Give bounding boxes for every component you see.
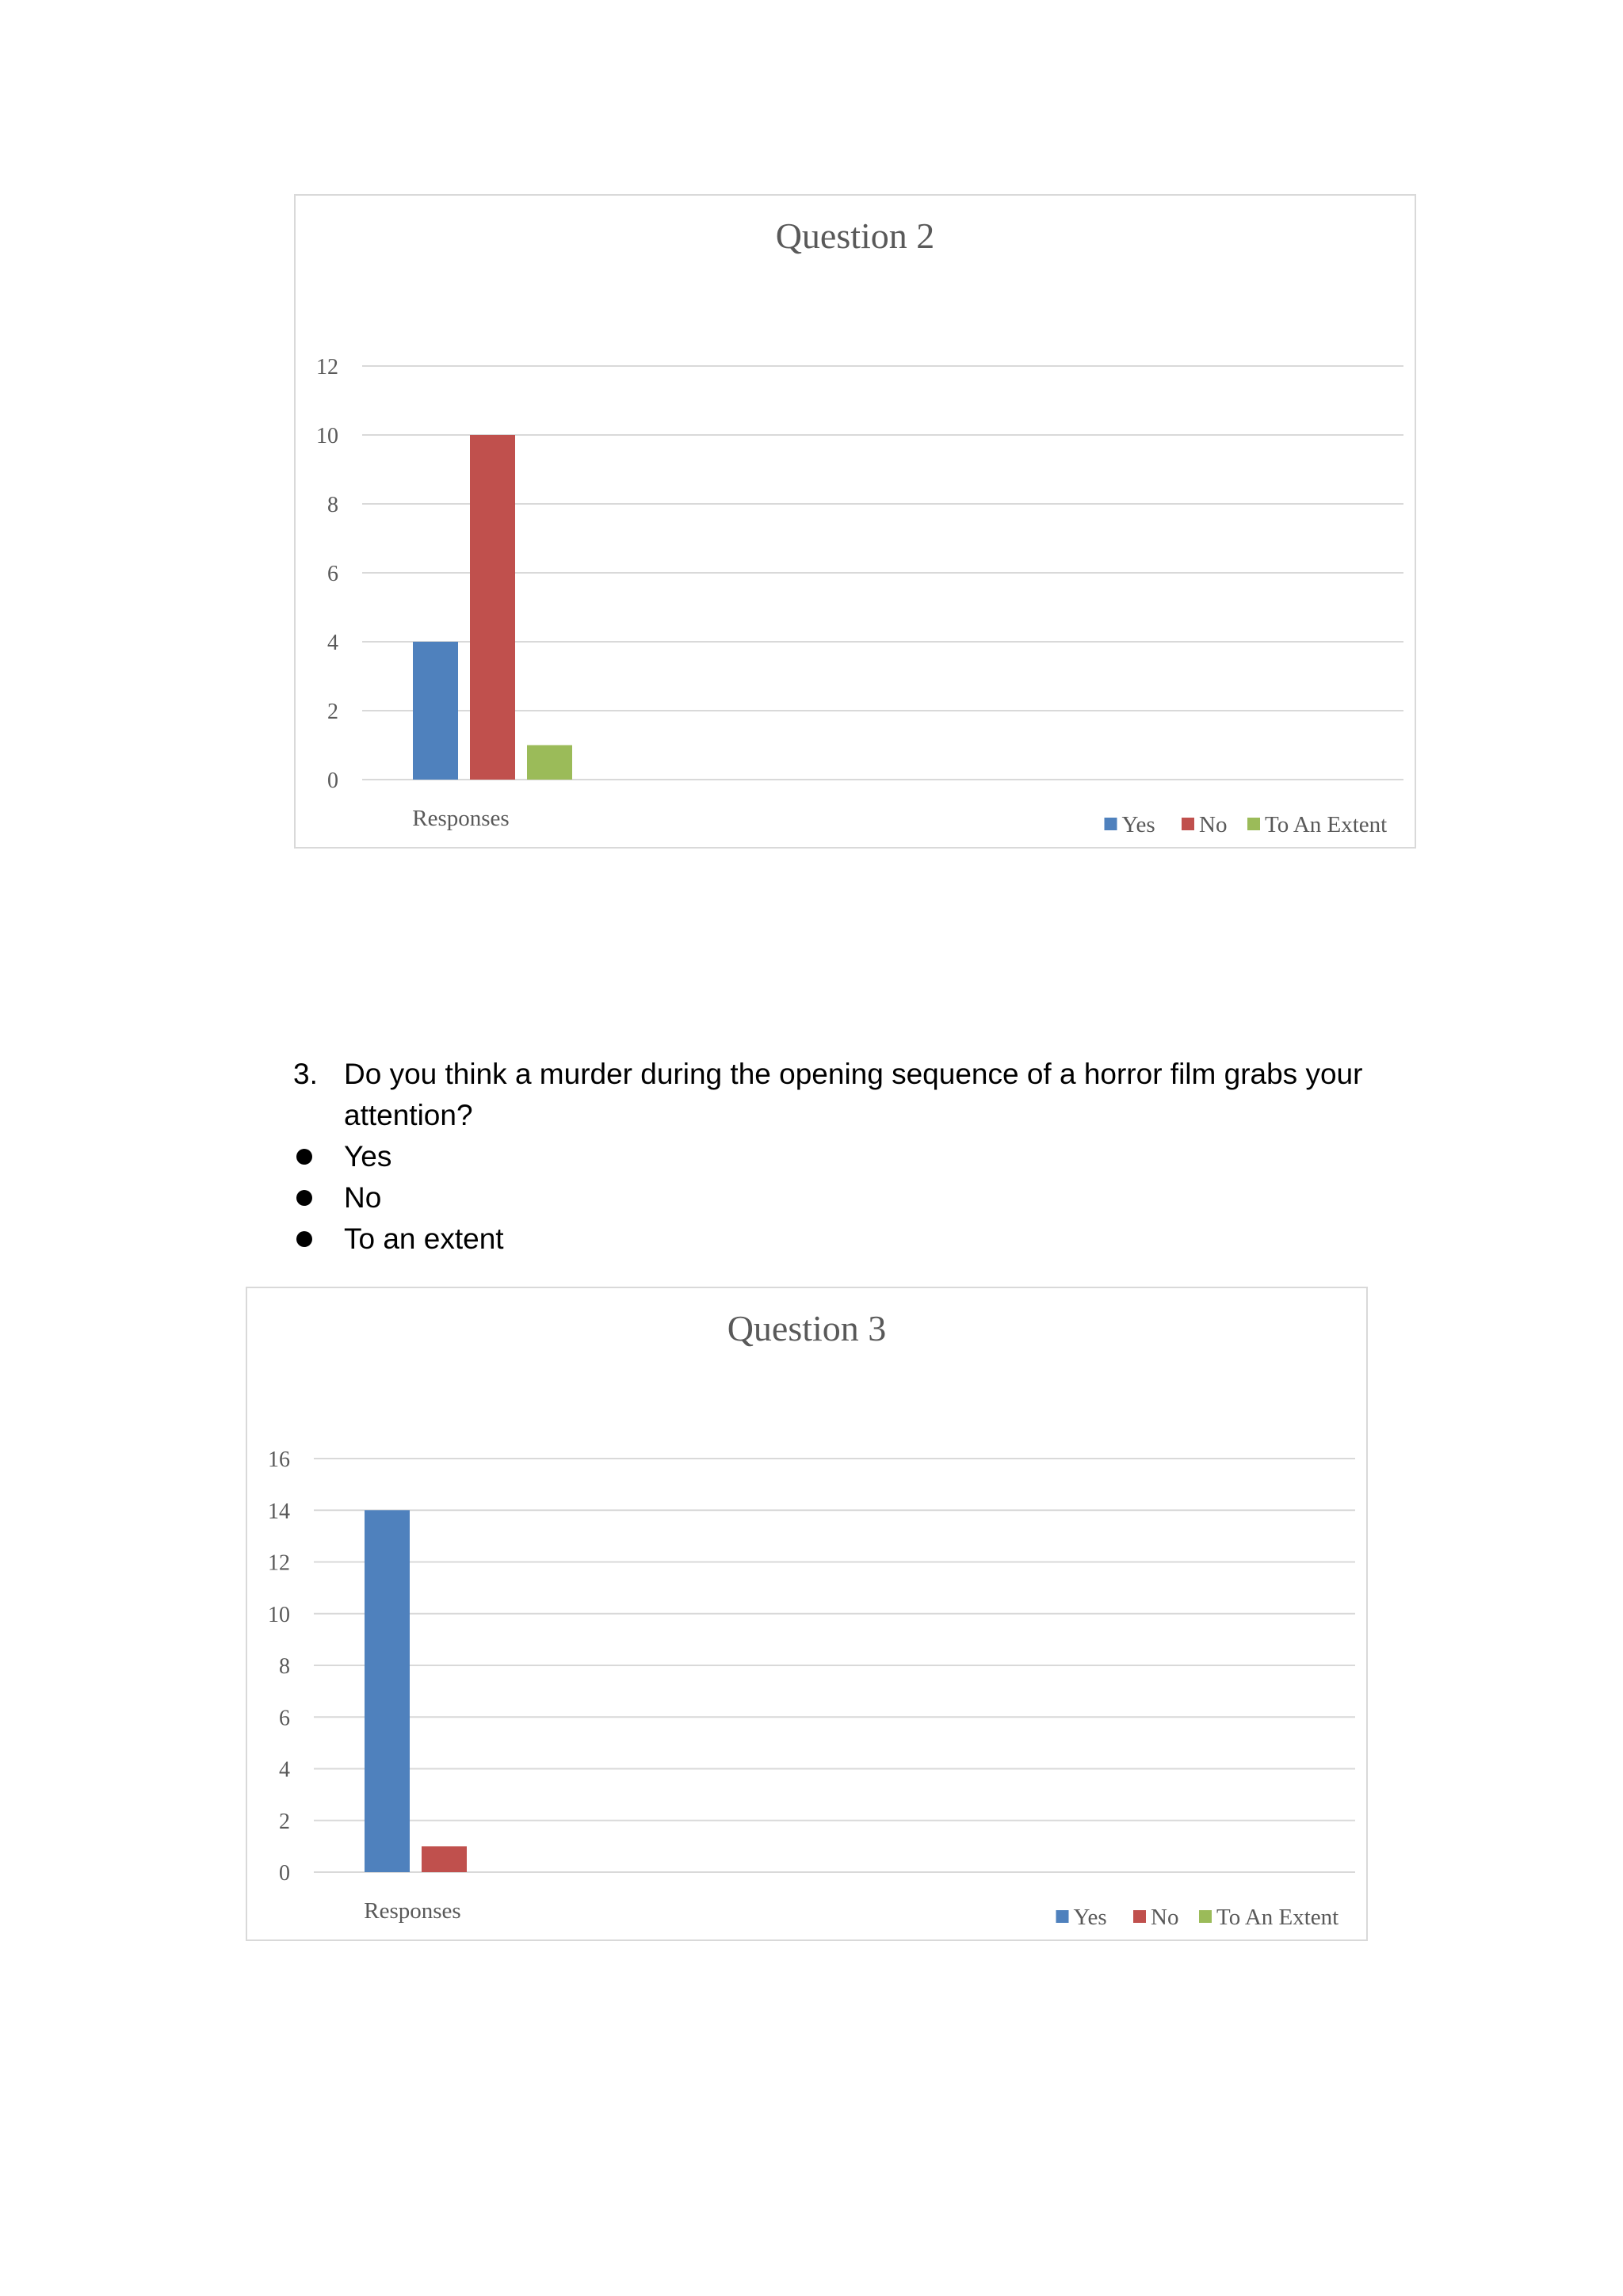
y-tick-label: 10: [316, 424, 338, 448]
x-category-label: Responses: [412, 806, 510, 831]
y-tick-label: 0: [327, 769, 338, 793]
bar-yes: [365, 1510, 410, 1872]
y-tick-label: 12: [268, 1550, 290, 1576]
legend-label: To An Extent: [1265, 812, 1388, 837]
chart-title: Question 2: [775, 215, 935, 256]
y-tick-label: 12: [316, 355, 338, 379]
question-line: [293, 1054, 1371, 1136]
legend-label: Yes: [1121, 812, 1155, 837]
y-tick-label: 2: [327, 700, 338, 724]
bullet-icon: [296, 1149, 312, 1165]
answer-option-label: No: [344, 1181, 382, 1214]
legend-label: No: [1151, 1905, 1179, 1930]
question-text: Do you think a murder during the opening sequence of a horror film grabs your attention?: [344, 1058, 1363, 1131]
y-tick-label: 6: [279, 1706, 290, 1731]
y-tick-label: 4: [327, 631, 338, 655]
answer-option-label: Yes: [344, 1140, 392, 1173]
legend-label: No: [1199, 812, 1228, 837]
legend-swatch: [1056, 1910, 1069, 1923]
legend-swatch: [1182, 818, 1194, 830]
x-category-label: Responses: [364, 1898, 461, 1924]
y-tick-label: 6: [327, 562, 338, 586]
chart-title: Question 3: [727, 1308, 887, 1348]
question-3-chart: [246, 1287, 1368, 1941]
bar-to-an-extent: [527, 746, 572, 780]
chart-plot: [296, 196, 1418, 850]
legend-swatch: [1133, 1910, 1146, 1923]
y-tick-label: 14: [268, 1499, 290, 1524]
answer-option: [293, 1136, 1371, 1177]
legend-label: Yes: [1073, 1905, 1107, 1930]
legend-swatch: [1247, 818, 1260, 830]
answer-option-label: To an extent: [344, 1222, 504, 1255]
bullet-icon: [296, 1231, 312, 1247]
y-tick-label: 4: [279, 1757, 290, 1783]
y-tick-label: 8: [279, 1654, 290, 1679]
bar-yes: [413, 642, 458, 780]
y-tick-label: 8: [327, 493, 338, 517]
question-number: 3.: [293, 1058, 318, 1090]
survey-question: [293, 1054, 1371, 1260]
answer-option: [293, 1177, 1371, 1219]
legend-swatch: [1105, 818, 1117, 830]
y-tick-label: 16: [268, 1447, 290, 1472]
legend-label: To An Extent: [1216, 1905, 1339, 1930]
bar-no: [470, 435, 515, 780]
chart-plot: [247, 1288, 1369, 1943]
answer-option: [293, 1219, 1371, 1260]
question-2-chart: [294, 194, 1416, 849]
y-tick-label: 10: [268, 1602, 290, 1627]
bullet-icon: [296, 1190, 312, 1206]
bar-no: [422, 1846, 467, 1872]
legend-swatch: [1199, 1910, 1212, 1923]
y-tick-label: 2: [279, 1809, 290, 1834]
y-tick-label: 0: [279, 1861, 290, 1886]
answer-options: [293, 1136, 1371, 1260]
